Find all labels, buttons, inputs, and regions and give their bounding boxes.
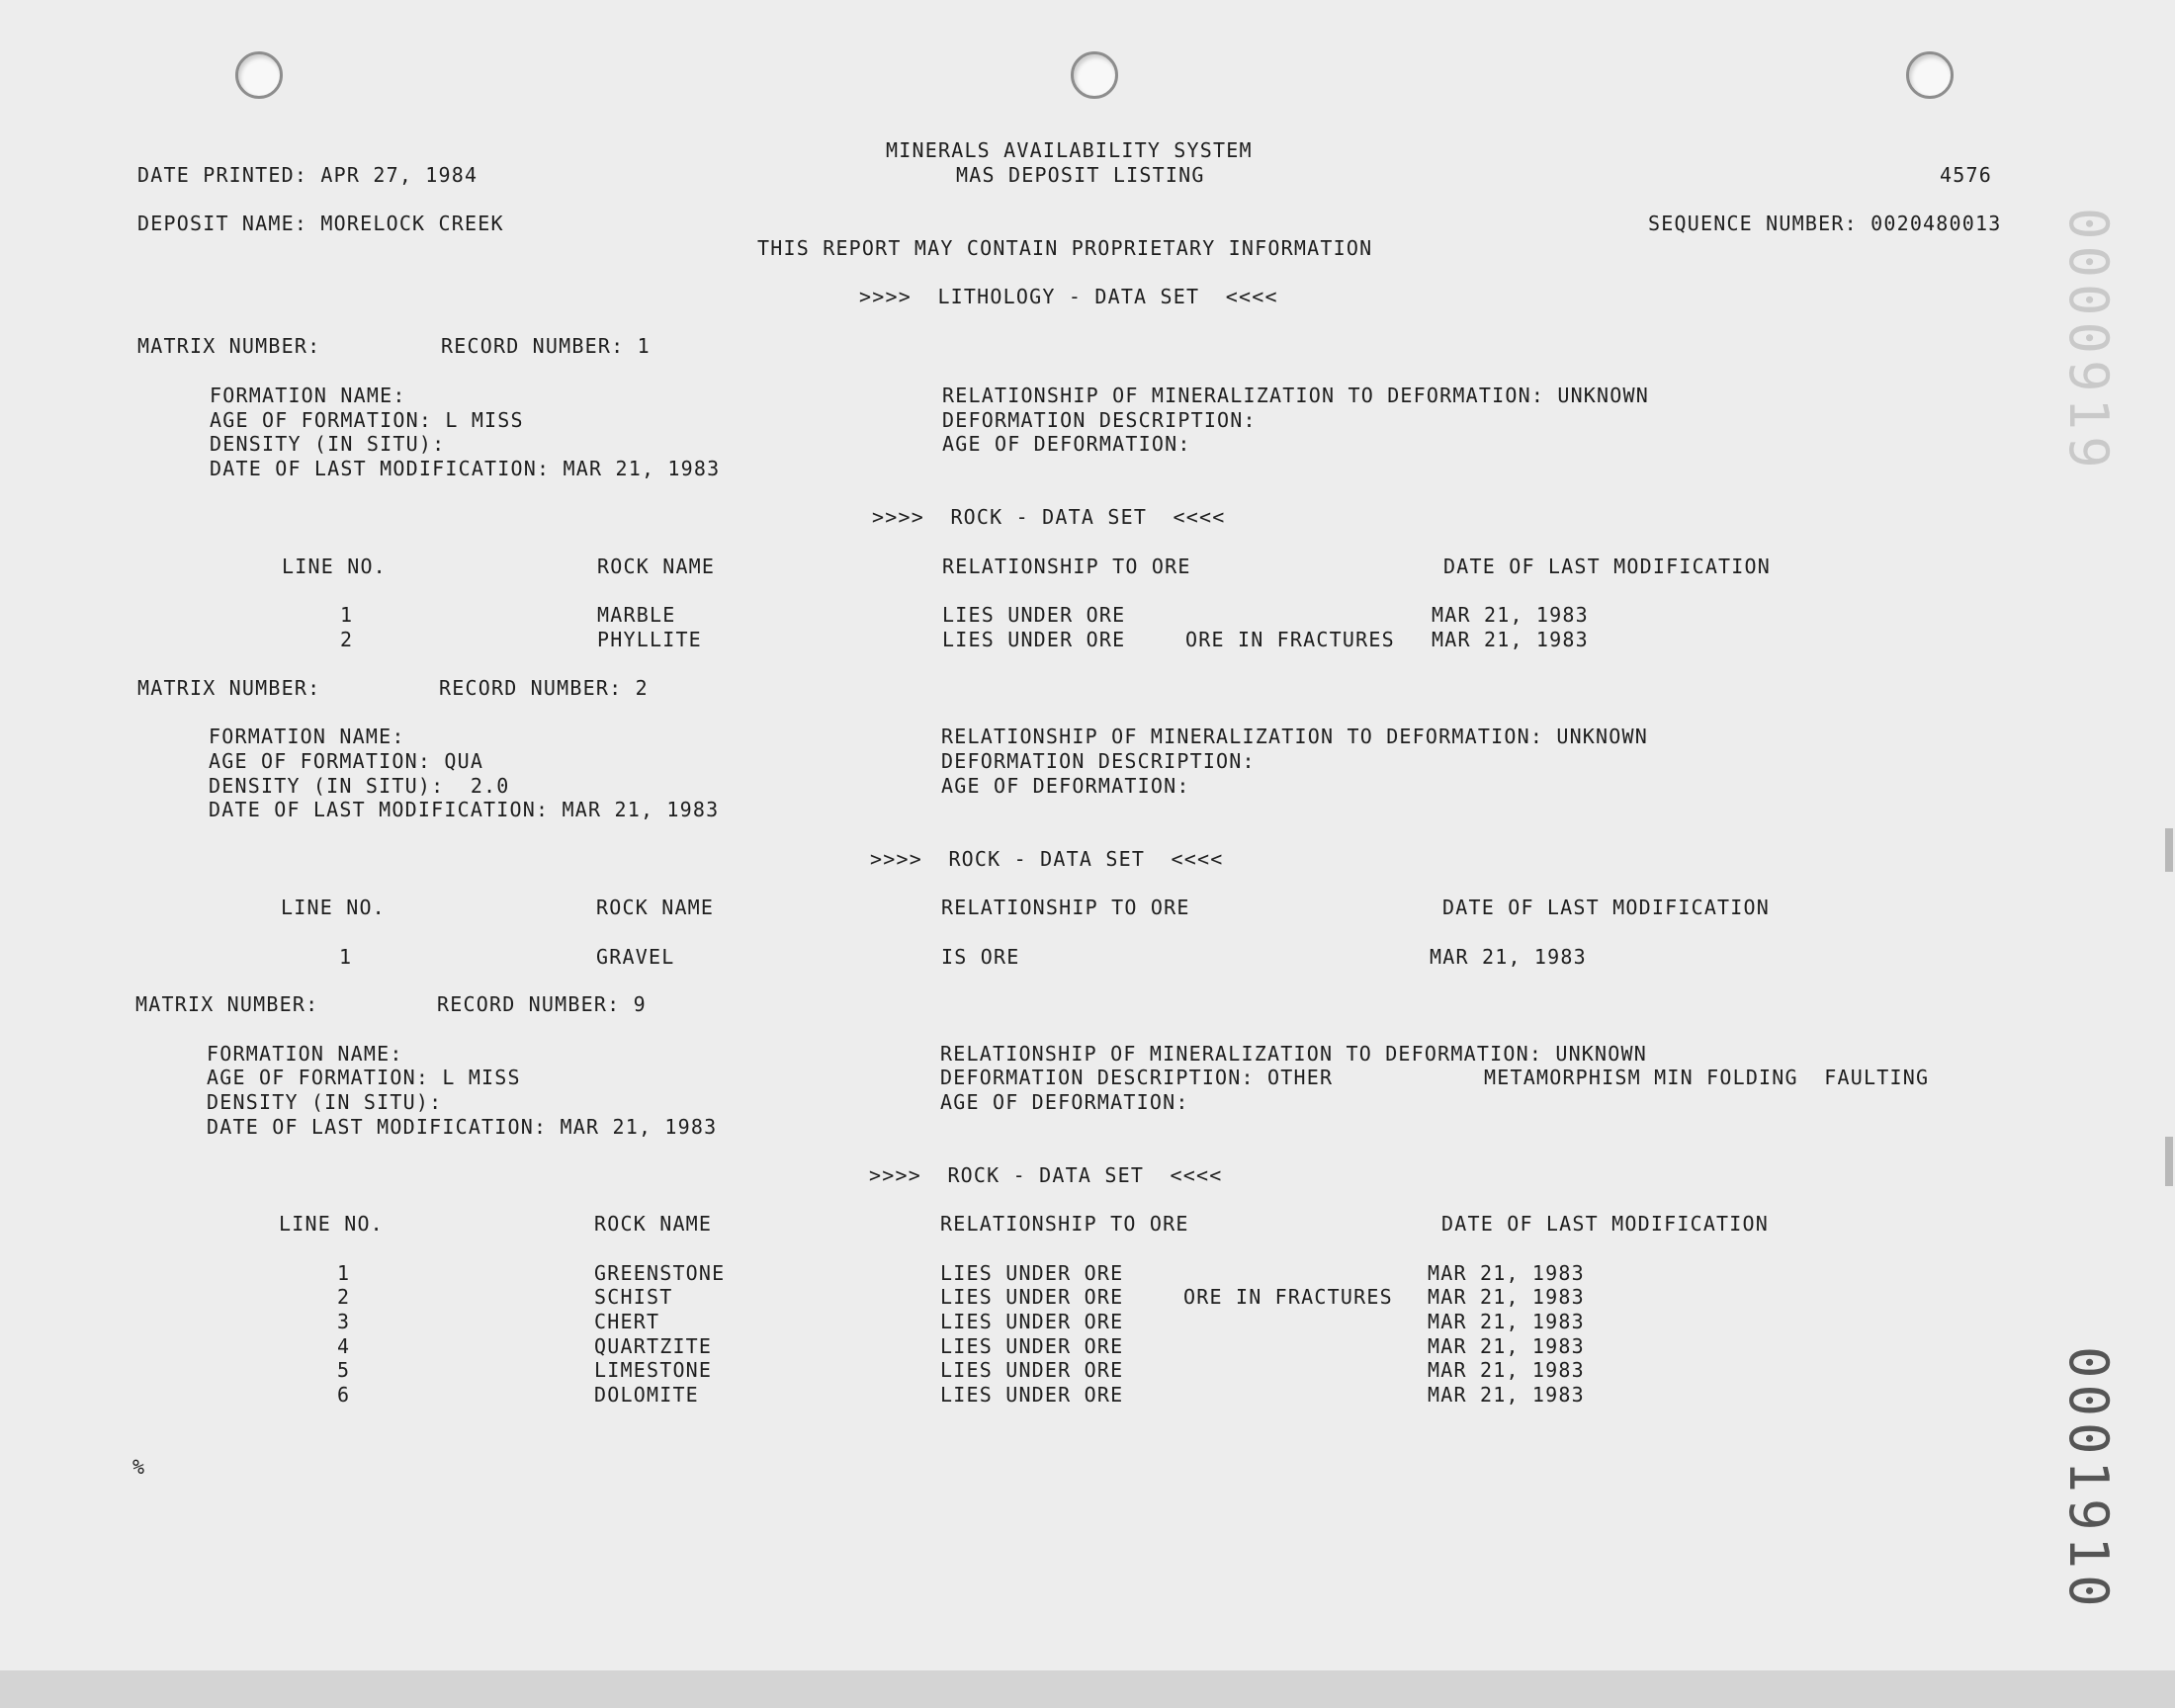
edge-mark xyxy=(2165,828,2173,872)
age-of-deformation: AGE OF DEFORMATION: xyxy=(942,432,1191,456)
age-of-formation: AGE OF FORMATION: L MISS xyxy=(207,1066,521,1089)
modification-date: MAR 21, 1983 xyxy=(1428,1261,1585,1285)
rock-name: GRAVEL xyxy=(596,945,675,969)
modification-date: MAR 21, 1983 xyxy=(1430,945,1587,969)
deposit-name: DEPOSIT NAME: MORELOCK CREEK xyxy=(137,212,504,235)
rock-name: CHERT xyxy=(594,1310,660,1333)
deformation-description: DEFORMATION DESCRIPTION: OTHER xyxy=(940,1066,1334,1089)
line-number: 2 xyxy=(337,1285,351,1309)
density: DENSITY (IN SITU): xyxy=(207,1090,443,1114)
relationship-to-ore-secondary: ORE IN FRACTURES xyxy=(1185,628,1395,651)
matrix-number-label: MATRIX NUMBER: xyxy=(135,992,319,1016)
density: DENSITY (IN SITU): xyxy=(210,432,446,456)
modification-date: MAR 21, 1983 xyxy=(1428,1358,1585,1382)
rock-name: PHYLLITE xyxy=(597,628,702,651)
formation-name: FORMATION NAME: xyxy=(209,725,405,748)
formation-name: FORMATION NAME: xyxy=(210,384,406,407)
rock-name: SCHIST xyxy=(594,1285,673,1309)
line-number: 1 xyxy=(339,945,353,969)
relationship-to-ore: LIES UNDER ORE xyxy=(940,1285,1124,1309)
age-of-deformation: AGE OF DEFORMATION: xyxy=(941,774,1190,798)
rock-name: QUARTZITE xyxy=(594,1334,713,1358)
age-of-formation: AGE OF FORMATION: L MISS xyxy=(210,408,524,432)
col-date: DATE OF LAST MODIFICATION xyxy=(1442,896,1771,919)
date-of-last-modification: DATE OF LAST MODIFICATION: MAR 21, 1983 xyxy=(207,1115,718,1139)
deformation-description-extra: METAMORPHISM MIN FOLDING FAULTING xyxy=(1484,1066,1930,1089)
line-number: 6 xyxy=(337,1383,351,1407)
col-line-no: LINE NO. xyxy=(282,555,387,578)
lithology-heading: >>>> LITHOLOGY - DATA SET <<<< xyxy=(859,285,1278,308)
line-number: 1 xyxy=(340,603,354,627)
matrix-number-label: MATRIX NUMBER: xyxy=(137,676,321,700)
col-relationship: RELATIONSHIP TO ORE xyxy=(941,896,1190,919)
modification-date: MAR 21, 1983 xyxy=(1428,1334,1585,1358)
faint-margin-stamp: 0000919 xyxy=(2057,208,2120,474)
rock-name: GREENSTONE xyxy=(594,1261,726,1285)
deformation-description: DEFORMATION DESCRIPTION: xyxy=(942,408,1257,432)
relationship-to-ore-secondary: ORE IN FRACTURES xyxy=(1183,1285,1393,1309)
relationship-to-deformation: RELATIONSHIP OF MINERALIZATION TO DEFORMATION: UNKNOWN xyxy=(942,384,1650,407)
rock-name: DOLOMITE xyxy=(594,1383,699,1407)
col-rock-name: ROCK NAME xyxy=(597,555,716,578)
col-line-no: LINE NO. xyxy=(281,896,386,919)
relationship-to-ore: LIES UNDER ORE xyxy=(940,1383,1124,1407)
modification-date: MAR 21, 1983 xyxy=(1432,628,1589,651)
relationship-to-deformation: RELATIONSHIP OF MINERALIZATION TO DEFORMATION: UNKNOWN xyxy=(941,725,1649,748)
page-number: 4576 xyxy=(1940,163,1992,187)
modification-date: MAR 21, 1983 xyxy=(1428,1383,1585,1407)
punch-hole-center xyxy=(1071,51,1118,99)
relationship-to-ore: LIES UNDER ORE xyxy=(940,1334,1124,1358)
date-printed: DATE PRINTED: APR 27, 1984 xyxy=(137,163,478,187)
age-of-deformation: AGE OF DEFORMATION: xyxy=(940,1090,1189,1114)
record-number: RECORD NUMBER: 9 xyxy=(437,992,647,1016)
line-number: 5 xyxy=(337,1358,351,1382)
relationship-to-ore: IS ORE xyxy=(941,945,1020,969)
relationship-to-ore: LIES UNDER ORE xyxy=(942,628,1126,651)
rock-name: LIMESTONE xyxy=(594,1358,713,1382)
line-number: 1 xyxy=(337,1261,351,1285)
sequence-number: SEQUENCE NUMBER: 0020480013 xyxy=(1648,212,2002,235)
listing-title: MAS DEPOSIT LISTING xyxy=(956,163,1205,187)
relationship-to-deformation: RELATIONSHIP OF MINERALIZATION TO DEFORMATION: UNKNOWN xyxy=(940,1042,1648,1066)
deformation-description: DEFORMATION DESCRIPTION: xyxy=(941,749,1256,773)
proprietary-notice: THIS REPORT MAY CONTAIN PROPRIETARY INFORMATION xyxy=(757,236,1373,260)
col-rock-name: ROCK NAME xyxy=(594,1212,713,1236)
col-date: DATE OF LAST MODIFICATION xyxy=(1443,555,1772,578)
line-number: 2 xyxy=(340,628,354,651)
punch-hole-right xyxy=(1906,51,1954,99)
density: DENSITY (IN SITU): 2.0 xyxy=(209,774,510,798)
record-number: RECORD NUMBER: 2 xyxy=(439,676,649,700)
relationship-to-ore: LIES UNDER ORE xyxy=(940,1310,1124,1333)
rock-name: MARBLE xyxy=(597,603,676,627)
date-of-last-modification: DATE OF LAST MODIFICATION: MAR 21, 1983 xyxy=(210,457,721,480)
col-relationship: RELATIONSHIP TO ORE xyxy=(942,555,1191,578)
col-relationship: RELATIONSHIP TO ORE xyxy=(940,1212,1189,1236)
modification-date: MAR 21, 1983 xyxy=(1432,603,1589,627)
formation-name: FORMATION NAME: xyxy=(207,1042,403,1066)
line-number: 4 xyxy=(337,1334,351,1358)
relationship-to-ore: LIES UNDER ORE xyxy=(940,1358,1124,1382)
col-rock-name: ROCK NAME xyxy=(596,896,715,919)
modification-date: MAR 21, 1983 xyxy=(1428,1310,1585,1333)
matrix-number-label: MATRIX NUMBER: xyxy=(137,334,321,358)
line-number: 3 xyxy=(337,1310,351,1333)
relationship-to-ore: LIES UNDER ORE xyxy=(940,1261,1124,1285)
rock-data-heading: >>>> ROCK - DATA SET <<<< xyxy=(870,847,1224,871)
modification-date: MAR 21, 1983 xyxy=(1428,1285,1585,1309)
scan-bottom-edge xyxy=(0,1670,2175,1708)
col-line-no: LINE NO. xyxy=(279,1212,384,1236)
date-of-last-modification: DATE OF LAST MODIFICATION: MAR 21, 1983 xyxy=(209,798,720,821)
age-of-formation: AGE OF FORMATION: QUA xyxy=(209,749,484,773)
record-number: RECORD NUMBER: 1 xyxy=(441,334,651,358)
rock-data-heading: >>>> ROCK - DATA SET <<<< xyxy=(869,1163,1223,1187)
relationship-to-ore: LIES UNDER ORE xyxy=(942,603,1126,627)
punch-hole-left xyxy=(235,51,283,99)
edge-mark xyxy=(2165,1137,2173,1186)
system-title: MINERALS AVAILABILITY SYSTEM xyxy=(886,138,1253,162)
col-date: DATE OF LAST MODIFICATION xyxy=(1441,1212,1770,1236)
rock-data-heading: >>>> ROCK - DATA SET <<<< xyxy=(872,505,1226,529)
margin-stamp: 0001910 xyxy=(2057,1346,2120,1613)
footer-mark: % xyxy=(132,1455,146,1479)
